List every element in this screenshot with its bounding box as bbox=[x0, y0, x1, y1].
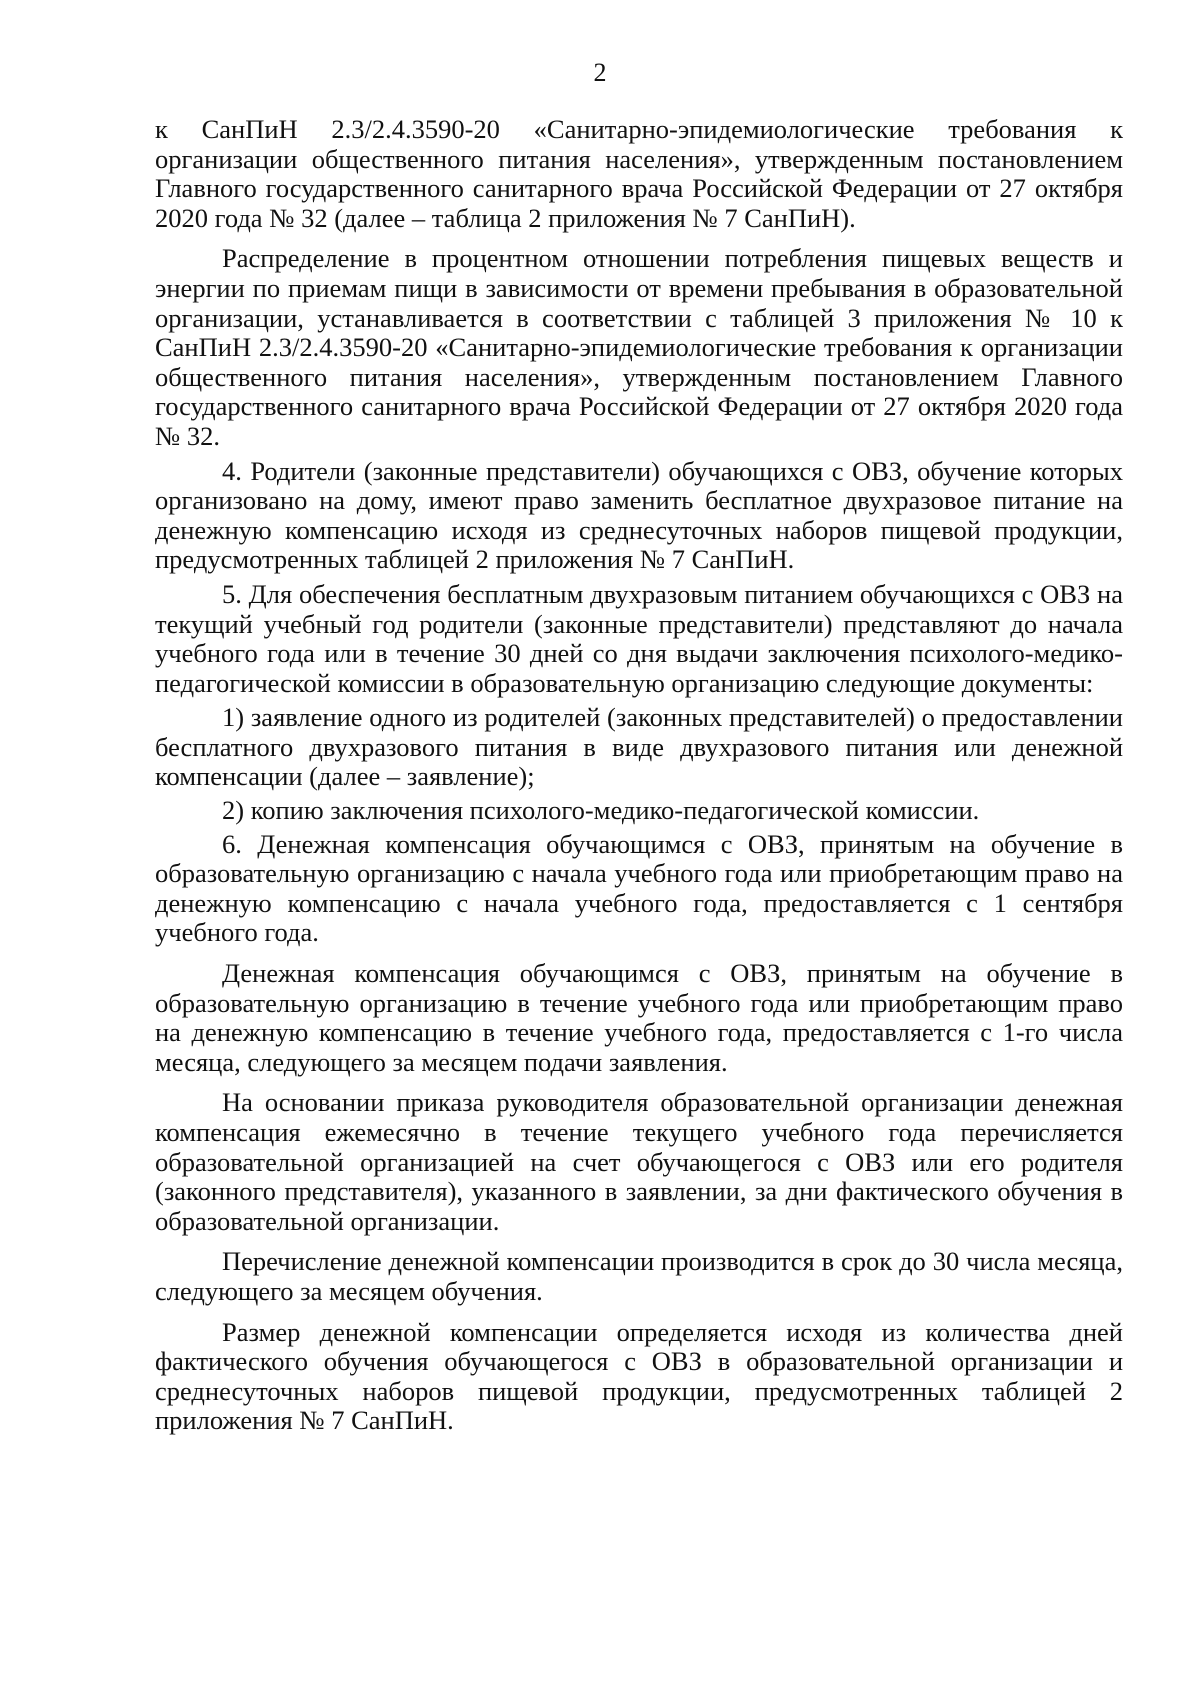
paragraph-payment-basis: На основании приказа руководителя образовательной организации денежная компенсация ежемесячно в течение текущего учебного года перечисляется образовательной организацией на счет обучающегося с ОВЗ или его родителя (законного представителя), указанного в заявлении, за дни фактического обучения в образовательной организации. bbox=[155, 1087, 1123, 1236]
paragraph-compensation-amount: Размер денежной компенсации определяется исходя из количества дней фактического обучения обучающегося с ОВЗ в образовательной организации и среднесуточных наборов пищевой продукции, предусмотренных таблицей 2 приложения № 7 СанПиН. bbox=[155, 1316, 1123, 1436]
page-number: 2 bbox=[593, 58, 607, 87]
paragraph-continuation: к СанПиН 2.3/2.4.3590-20 «Санитарно-эпидемиологические требования к организации общественного питания населения», утвержденным постановлением Главного государственного санитарного врача Российской Федерации от 27 октября 2020 года № 32 (далее – таблица 2 приложения № 7 СанПиН). bbox=[155, 114, 1123, 233]
paragraph-distribution: Распределение в процентном отношении потребления пищевых веществ и энергии по приемам пищи в зависимости от времени пребывания в образовательной организации, устанавливается в соответствии с таблицей 3 приложения № 10 к СанПиН 2.3/2.4.3590-20 «Санитарно-эпидемиологические требования к организации общественного питания населения», утвержденным постановлением Главного государственного санитарного врача Российской Федерации от 27 октября 2020 года № 32. bbox=[155, 243, 1123, 451]
paragraph-item-4: 4. Родители (законные представители) обучающихся с ОВЗ, обучение которых организовано на дому, имеют право заменить бесплатное двухразовое питание на денежную компенсацию исходя из среднесуточных наборов пищевой продукции, предусмотренных таблицей 2 приложения № 7 СанПиН. bbox=[155, 455, 1123, 575]
paragraph-item-5: 5. Для обеспечения бесплатным двухразовым питанием обучающихся с ОВЗ на текущий учебный год родители (законные представители) представляют до начала учебного года или в течение 30 дней со дня выдачи заключения психолого-медико-педагогической комиссии в образовательную организацию следующие документы: bbox=[155, 578, 1123, 698]
paragraph-compensation-during-year: Денежная компенсация обучающимся с ОВЗ, принятым на обучение в образовательную организацию в течение учебного года или приобретающим право на денежную компенсацию в течение учебного года, предоставляется с 1-го числа месяца, следующего за месяцем подачи заявления. bbox=[155, 958, 1123, 1077]
paragraph-payment-deadline: Перечисление денежной компенсации производится в срок до 30 числа месяца, следующего за месяцем обучения. bbox=[155, 1246, 1123, 1306]
paragraph-item-6: 6. Денежная компенсация обучающимся с ОВЗ, принятым на обучение в образовательную организацию с начала учебного года или приобретающим право на денежную компенсацию с начала учебного года, предоставляется с 1 сентября учебного года. bbox=[155, 828, 1123, 948]
paragraph-subitem-1: 1) заявление одного из родителей (законных представителей) о предоставлении бесплатного двухразового питания в виде двухразового питания или денежной компенсации (далее – заявление); bbox=[155, 702, 1123, 792]
paragraph-subitem-2: 2) копию заключения психолого-медико-педагогической комиссии. bbox=[222, 795, 980, 826]
document-body bbox=[155, 115, 1123, 1436]
